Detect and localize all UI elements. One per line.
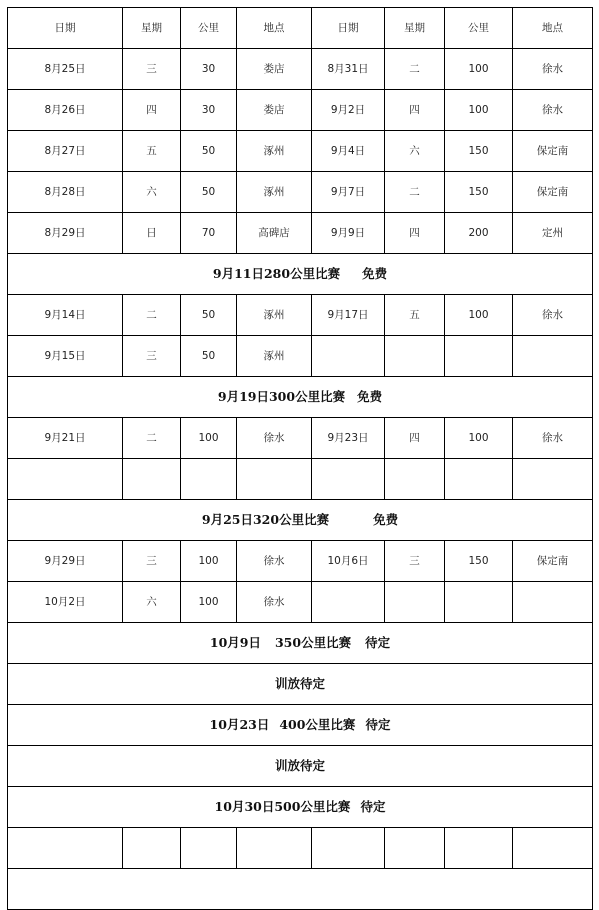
banner-cell	[8, 869, 593, 910]
cell-date	[8, 828, 123, 869]
cell-location: 徐水	[237, 418, 312, 459]
cell-distance: 70	[181, 213, 237, 254]
banner-text: 9月25日320公里比赛	[201, 511, 330, 527]
cell-weekday: 三	[123, 49, 181, 90]
cell-weekday	[385, 459, 445, 500]
cell-distance: 150	[445, 131, 513, 172]
cell-location: 徐水	[237, 541, 312, 582]
cell-distance: 50	[181, 295, 237, 336]
cell-weekday	[385, 582, 445, 623]
table-row	[8, 295, 593, 336]
table-row	[8, 213, 593, 254]
cell-weekday: 六	[123, 172, 181, 213]
cell-distance	[445, 459, 513, 500]
header-row	[8, 8, 593, 49]
banner-cell	[8, 254, 593, 295]
cell-date: 8月29日	[8, 213, 123, 254]
cell-weekday: 四	[385, 213, 445, 254]
cell-distance: 30	[181, 49, 237, 90]
cell-weekday: 三	[123, 336, 181, 377]
banner-cell	[8, 787, 593, 828]
cell-date: 9月15日	[8, 336, 123, 377]
cell-distance	[181, 828, 237, 869]
banner-row	[8, 869, 593, 910]
cell-location	[513, 582, 593, 623]
cell-location: 保定南	[513, 172, 593, 213]
cell-distance: 50	[181, 336, 237, 377]
banner-row	[8, 746, 593, 787]
cell-date	[312, 336, 385, 377]
banner-text: 待定	[365, 716, 391, 732]
cell-weekday: 四	[123, 90, 181, 131]
table-row	[8, 131, 593, 172]
cell-weekday	[123, 828, 181, 869]
cell-date: 9月4日	[312, 131, 385, 172]
cell-distance: 100	[181, 418, 237, 459]
cell-weekday: 三	[123, 541, 181, 582]
cell-distance	[181, 459, 237, 500]
cell-weekday: 六	[123, 582, 181, 623]
table-row	[8, 459, 593, 500]
cell-date	[312, 582, 385, 623]
banner-cell	[8, 623, 593, 664]
cell-date: 9月7日	[312, 172, 385, 213]
cell-location: 涿州	[237, 295, 312, 336]
cell-location: 徐水	[513, 418, 593, 459]
cell-distance: 100	[445, 49, 513, 90]
cell-location: 定州	[513, 213, 593, 254]
banner-text: 10月9日	[209, 634, 261, 650]
cell-location: 徐水	[513, 49, 593, 90]
cell-distance: 200	[445, 213, 513, 254]
banner-row	[8, 664, 593, 705]
cell-location: 徐水	[513, 295, 593, 336]
cell-weekday: 二	[123, 418, 181, 459]
cell-distance: 30	[181, 90, 237, 131]
cell-weekday: 六	[385, 131, 445, 172]
cell-weekday: 日	[123, 213, 181, 254]
cell-location: 徐水	[237, 582, 312, 623]
banner-row	[8, 787, 593, 828]
cell-location: 高碑店	[237, 213, 312, 254]
banner-text: 待定	[360, 798, 386, 814]
cell-location	[237, 459, 312, 500]
cell-date: 8月25日	[8, 49, 123, 90]
cell-location: 娄店	[237, 90, 312, 131]
banner-row	[8, 623, 593, 664]
cell-location	[513, 336, 593, 377]
cell-location: 涿州	[237, 172, 312, 213]
banner-row	[8, 500, 593, 541]
header-distance: 公里	[445, 8, 513, 49]
cell-distance	[445, 336, 513, 377]
cell-date	[312, 459, 385, 500]
cell-location: 保定南	[513, 131, 593, 172]
header-date: 日期	[8, 8, 123, 49]
banner-text: 9月11日280公里比赛	[212, 265, 341, 281]
cell-weekday: 四	[385, 90, 445, 131]
cell-date	[8, 459, 123, 500]
cell-date: 10月2日	[8, 582, 123, 623]
cell-date: 8月31日	[312, 49, 385, 90]
banner-row	[8, 705, 593, 746]
cell-weekday: 二	[385, 49, 445, 90]
cell-weekday: 二	[385, 172, 445, 213]
banner-text: 待定	[365, 634, 391, 650]
banner-row	[8, 377, 593, 418]
banner-text: 免费	[362, 265, 388, 281]
table-row	[8, 90, 593, 131]
cell-distance	[445, 828, 513, 869]
banner-cell	[8, 377, 593, 418]
cell-weekday: 二	[123, 295, 181, 336]
cell-distance: 100	[445, 90, 513, 131]
table-row	[8, 336, 593, 377]
cell-weekday: 五	[385, 295, 445, 336]
banner-text: 训放待定	[274, 757, 325, 773]
cell-location	[513, 828, 593, 869]
cell-date: 9月17日	[312, 295, 385, 336]
banner-text: 免费	[357, 388, 383, 404]
banner-cell	[8, 746, 593, 787]
cell-distance	[445, 582, 513, 623]
banner-cell	[8, 664, 593, 705]
cell-location: 涿州	[237, 131, 312, 172]
cell-weekday	[123, 459, 181, 500]
schedule-body	[8, 8, 593, 910]
cell-location: 保定南	[513, 541, 593, 582]
cell-date: 8月26日	[8, 90, 123, 131]
banner-text: 9月19日300公里比赛	[217, 388, 346, 404]
banner-text: 10月30日500公里比赛	[214, 798, 351, 814]
header-weekday: 星期	[123, 8, 181, 49]
cell-location: 徐水	[513, 90, 593, 131]
cell-location	[513, 459, 593, 500]
cell-date: 9月29日	[8, 541, 123, 582]
banner-text: 400公里比赛	[279, 716, 356, 732]
cell-date: 9月2日	[312, 90, 385, 131]
header-distance: 公里	[181, 8, 237, 49]
banner-text: 训放待定	[274, 675, 325, 691]
banner-text: 10月23日	[209, 716, 270, 732]
cell-weekday: 五	[123, 131, 181, 172]
schedule-table	[7, 7, 593, 910]
cell-weekday	[385, 336, 445, 377]
cell-distance: 150	[445, 541, 513, 582]
cell-date: 9月14日	[8, 295, 123, 336]
table-row	[8, 172, 593, 213]
table-row	[8, 418, 593, 459]
header-location: 地点	[513, 8, 593, 49]
cell-date: 8月27日	[8, 131, 123, 172]
table-row	[8, 541, 593, 582]
cell-date: 8月28日	[8, 172, 123, 213]
header-weekday: 星期	[385, 8, 445, 49]
banner-text: 350公里比赛	[274, 634, 352, 650]
cell-weekday: 四	[385, 418, 445, 459]
banner-cell	[8, 500, 593, 541]
cell-date: 9月23日	[312, 418, 385, 459]
banner-row	[8, 254, 593, 295]
cell-date	[312, 828, 385, 869]
table-row	[8, 582, 593, 623]
header-date: 日期	[312, 8, 385, 49]
cell-location: 涿州	[237, 336, 312, 377]
table-row	[8, 49, 593, 90]
banner-cell	[8, 705, 593, 746]
cell-location: 娄店	[237, 49, 312, 90]
cell-distance: 100	[181, 541, 237, 582]
cell-weekday: 三	[385, 541, 445, 582]
cell-distance: 100	[181, 582, 237, 623]
cell-weekday	[385, 828, 445, 869]
cell-distance: 150	[445, 172, 513, 213]
cell-date: 9月9日	[312, 213, 385, 254]
cell-location	[237, 828, 312, 869]
cell-distance: 100	[445, 295, 513, 336]
header-location: 地点	[237, 8, 312, 49]
cell-distance: 50	[181, 172, 237, 213]
cell-distance: 100	[445, 418, 513, 459]
cell-date: 9月21日	[8, 418, 123, 459]
banner-text: 免费	[373, 511, 399, 527]
table-row	[8, 828, 593, 869]
cell-date: 10月6日	[312, 541, 385, 582]
cell-distance: 50	[181, 131, 237, 172]
